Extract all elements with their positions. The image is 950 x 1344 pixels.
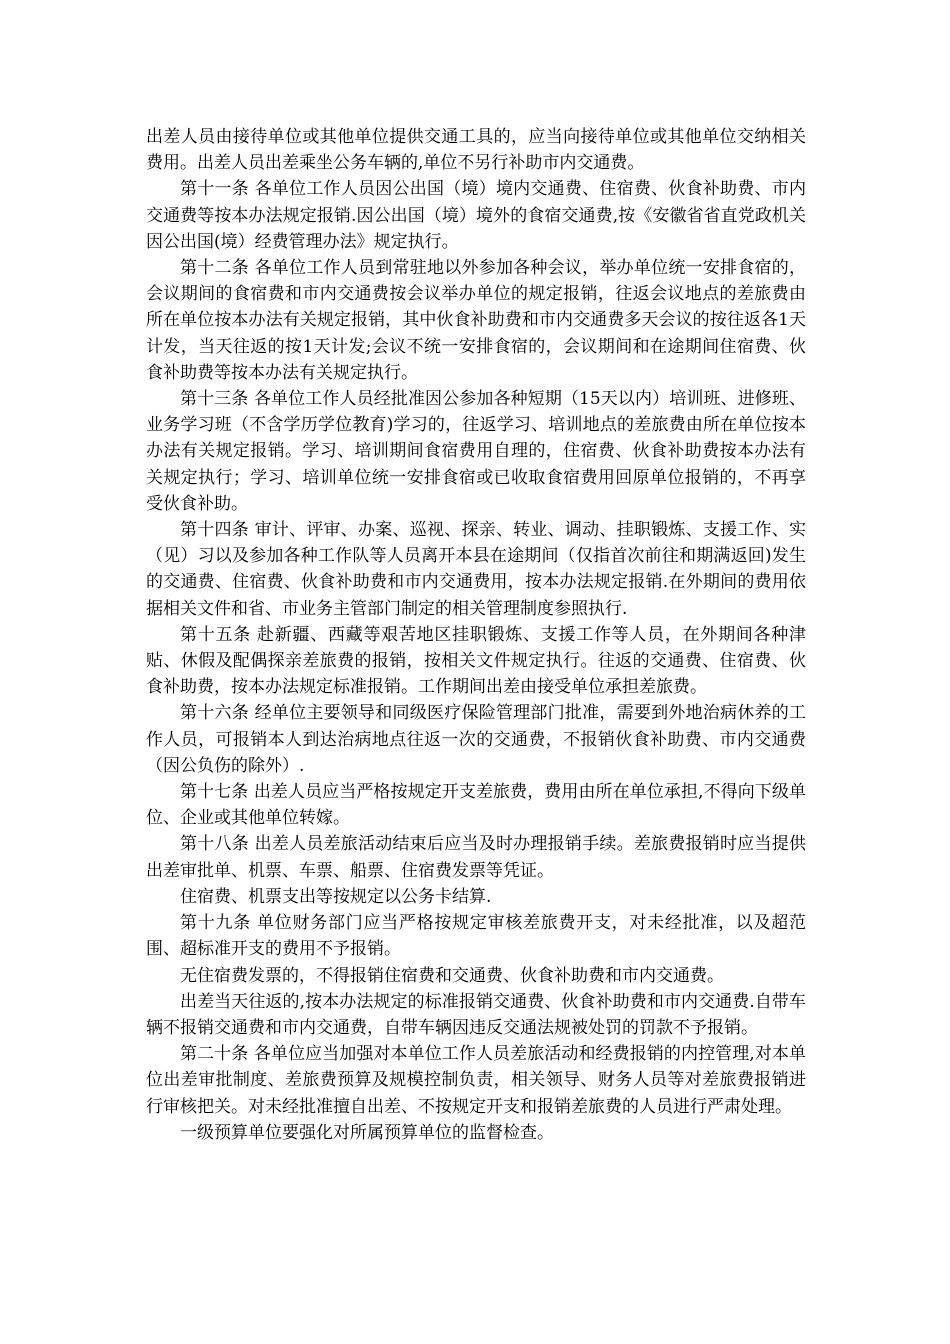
paragraph-article-15: 第十五条 赴新疆、西藏等艰苦地区挂职锻炼、支援工作等人员，在外期间各种津贴、休假及配偶探亲差旅费的报销，按相关文件规定执行。往返的交通费、住宿费、伙食补助费，按本办法规定标准报销。工作期间出差由接受单位承担差旅费。 xyxy=(146,624,806,698)
paragraph-no-invoice: 无住宿费发票的，不得报销住宿费和交通费、伙食补助费和市内交通费。 xyxy=(180,965,724,986)
paragraph-article-20: 第二十条 各单位应当加强对本单位工作人员差旅活动和经费报销的内控管理,对本单位出差审批制度、差旅费预算及规模控制负责，相关领导、财务人员等对差旅费报销进行审核把关。对未经批准擅自出差、不按规定开支和报销差旅费的人员进行严肃处理。 xyxy=(146,1044,806,1117)
paragraph-same-day-return: 出差当天往返的,按本办法规定的标准报销交通费、伙食补助费和市内交通费.自带车辆不报销交通费和市内交通费，自带车辆因违反交通法规被处罚的罚款不予报销。 xyxy=(146,991,806,1038)
paragraph-article-11: 第十一条 各单位工作人员因公出国（境）境内交通费、住宿费、伙食补助费、市内交通费等按本办法规定报销.因公出国（境）境外的食宿交通费,按《安徽省省直党政机关因公出国(境）经费管理办法》规定执行。 xyxy=(146,179,806,252)
paragraph-article-17: 第十七条 出差人员应当严格按规定开支差旅费，费用由所在单位承担,不得向下级单位、企业或其他单位转嫁。 xyxy=(146,782,806,829)
paragraph-article-19: 第十九条 单位财务部门应当严格按规定审核差旅费开支，对未经批准，以及超范围、超标准开支的费用不予报销。 xyxy=(146,913,806,960)
paragraph-article-13: 第十三条 各单位工作人员经批准因公参加各种短期（15天以内）培训班、进修班、业务学习班（不含学历学位教育)学习的，往返学习、培训地点的差旅费由所在单位按本办法有关规定报销。学习、培训期间食宿费用自理的，住宿费、伙食补助费按本办法有关规定执行；学习、培训单位统一安排食宿或已收取食宿费用回原单位报销的，不再享受伙食补助。 xyxy=(146,389,806,514)
document-page xyxy=(146,124,806,1146)
paragraph-transport-provided: 出差人员由接待单位或其他单位提供交通工具的，应当向接待单位或其他单位交纳相关费用。出差人员出差乘坐公务车辆的,单位不另行补助市内交通费。 xyxy=(146,127,806,174)
paragraph-card-settlement: 住宿费、机票支出等按规定以公务卡结算. xyxy=(180,886,492,907)
paragraph-article-18: 第十八条 出差人员差旅活动结束后应当及时办理报销手续。差旅费报销时应当提供出差审批单、机票、车票、船票、住宿费发票等凭证。 xyxy=(146,834,806,881)
paragraph-article-14: 第十四条 审计、评审、办案、巡视、探亲、转业、调动、挂职锻炼、支援工作、实（见）习以及参加各种工作队等人员离开本县在途期间（仅指首次前往和期满返回)发生的交通费、住宿费、伙食补助费和市内交通费用，按本办法规定报销.在外期间的费用依据相关文件和省、市业务主管部门制定的相关管理制度参照执行. xyxy=(146,520,806,619)
paragraph-supervision: 一级预算单位要强化对所属预算单位的监督检查。 xyxy=(180,1122,554,1143)
paragraph-article-16: 第十六条 经单位主要领导和同级医疗保险管理部门批准，需要到外地治病休养的工作人员，可报销本人到达治病地点往返一次的交通费，不报销伙食补助费、市内交通费（因公负伤的除外）. xyxy=(146,703,806,776)
paragraph-article-12: 第十二条 各单位工作人员到常驻地以外参加各种会议，举办单位统一安排食宿的，会议期间的食宿费和市内交通费按会议举办单位的规定报销，往返会议地点的差旅费由所在单位按本办法有关规定报销，其中伙食补助费和市内交通费多天会议的按往返各1天计发，当天往返的按1天计发;会议不统一安排食宿的，会议期间和在途期间住宿费、伙食补助费等按本办法有关规定执行。 xyxy=(146,258,806,383)
